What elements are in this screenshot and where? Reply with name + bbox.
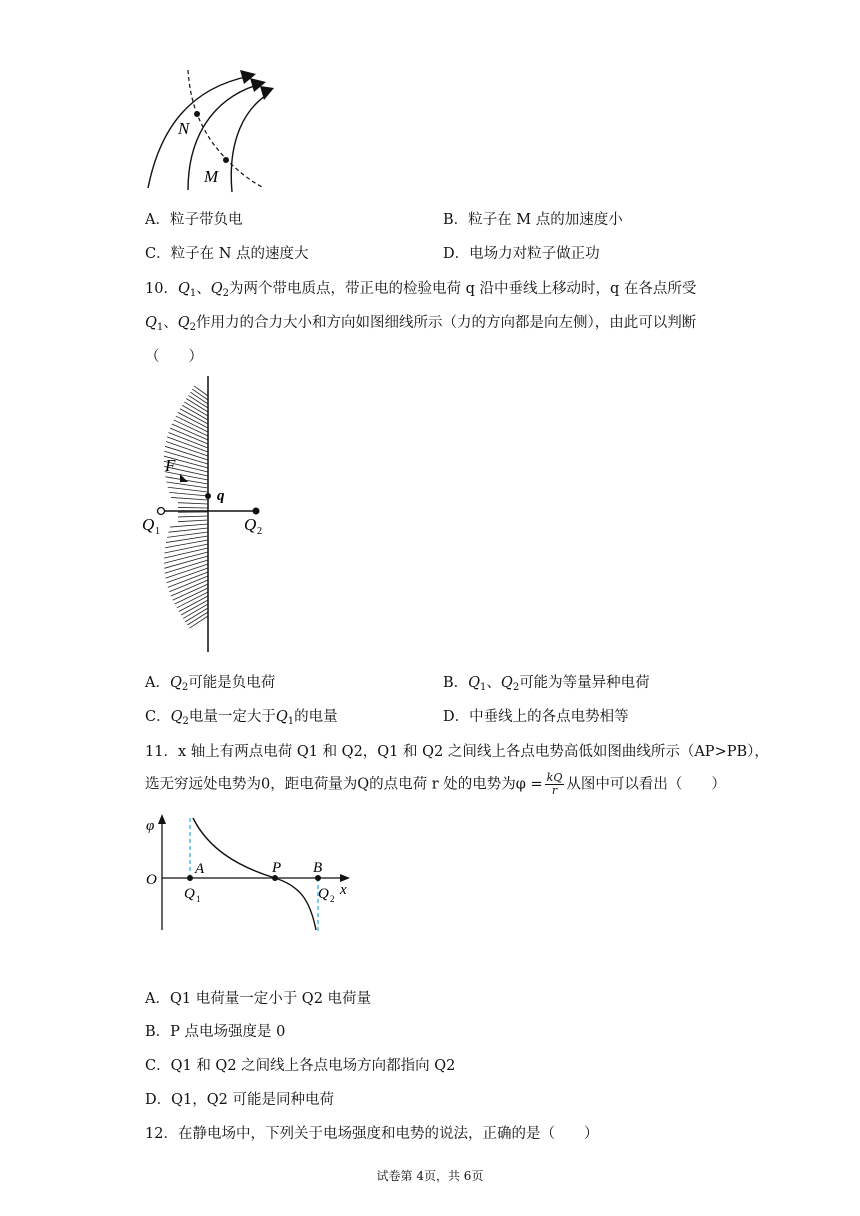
- force-line: [169, 528, 208, 532]
- point-m: [223, 157, 229, 163]
- force-line: [164, 544, 208, 553]
- force-line: [181, 600, 208, 615]
- force-line: [172, 424, 208, 440]
- field-line-middle: [188, 84, 260, 190]
- force-line: [169, 432, 208, 448]
- q10-option-a: A．$Q_2$可能是负电荷: [145, 675, 276, 693]
- point-n: [194, 111, 200, 117]
- potential-formula-fraction: $\frac{kQ}{r}$: [546, 771, 563, 797]
- page-footer: 试卷第 4页，共 6页: [376, 1169, 484, 1183]
- label-q1: Q: [184, 886, 195, 902]
- force-line: [173, 584, 208, 600]
- label-b: B: [313, 860, 323, 876]
- q11-option-a: A．Q1 电荷量一定小于 Q2 电荷量: [145, 991, 372, 1007]
- label-q1: Q: [142, 515, 155, 534]
- q10-force-figure: [140, 376, 280, 656]
- force-line: [171, 497, 208, 500]
- q10-option-b: B．$Q_1$、$Q_2$可能为等量异种电荷: [443, 675, 650, 693]
- q11-potential-graph: [140, 812, 365, 936]
- label-a: A: [195, 861, 205, 877]
- q1-charge-icon: [158, 508, 165, 515]
- force-line: [171, 580, 208, 596]
- svg-text:1: 1: [155, 526, 160, 537]
- q11-line2: 选无穷远处电势为0，距电荷量为Q的点电荷 r 处的电势为φ = $\frac{kQ}{r}$ 从图中可以看出（ ）: [145, 771, 726, 797]
- force-line: [169, 492, 208, 496]
- q2-charge-icon: [253, 508, 260, 515]
- axis-arrow-icon: [340, 874, 350, 882]
- force-line: [178, 503, 208, 504]
- force-line: [164, 548, 208, 558]
- label-phi: φ: [146, 818, 155, 834]
- q10-line1: 10．$Q_1$、$Q_2$为两个带电质点，带正电的检验电荷 q 沿中垂线上移动时，q 在各点所受: [145, 281, 697, 299]
- q11-option-d: D．Q1，Q2 可能是同种电荷: [145, 1092, 334, 1108]
- force-line: [170, 524, 208, 527]
- force-line: [178, 412, 208, 428]
- force-line: [168, 572, 208, 587]
- q11-option-c: C．Q1 和 Q2 之间线上各点电场方向都指向 Q2: [145, 1058, 456, 1074]
- label-q2: Q: [244, 515, 257, 534]
- force-line: [174, 420, 208, 436]
- q10-line2: $Q_1$、$Q_2$作用力的合力大小和方向如图细线所示（力的方向都是向左侧），由此可以判断: [145, 315, 697, 333]
- q9-option-b: B．粒子在 M 点的加速度小: [443, 212, 623, 228]
- q9-field-line-figure: [140, 68, 280, 194]
- potential-curve: [193, 818, 316, 930]
- q10-line3: （ ）: [145, 349, 203, 365]
- label-q2: Q: [318, 886, 329, 902]
- force-line: [180, 409, 208, 424]
- label-o: O: [146, 872, 157, 888]
- force-lines: [164, 386, 208, 628]
- force-line: [175, 588, 208, 604]
- q11-option-b: B．P 点电场强度是 0: [145, 1024, 286, 1040]
- q9-option-a: A．粒子带负电: [145, 212, 243, 228]
- force-line: [194, 386, 208, 396]
- force-line: [178, 520, 208, 522]
- q9-option-d: D．电场力对粒子做正功: [443, 246, 600, 262]
- force-line: [165, 540, 208, 548]
- svg-text:2: 2: [257, 526, 262, 537]
- label-n: N: [178, 119, 190, 138]
- field-line-right: [231, 94, 268, 192]
- point-a: [187, 875, 193, 881]
- force-line: [176, 416, 208, 432]
- q10-option-d: D．中垂线上的各点电势相等: [443, 709, 629, 725]
- force-line: [169, 576, 208, 592]
- force-line: [170, 428, 208, 444]
- label-p: P: [272, 860, 282, 876]
- q11-line1: 11．x 轴上有两点电荷 Q1 和 Q2，Q1 和 Q2 之间线上各点电势高低如图曲线所示（AP>PB），: [145, 744, 769, 760]
- force-line: [178, 516, 208, 517]
- force-line: [177, 592, 208, 608]
- svg-text:1: 1: [196, 894, 201, 904]
- test-charge-q-icon: [205, 493, 211, 499]
- svg-text:2: 2: [330, 894, 335, 904]
- q10-option-c: C．$Q_2$电量一定大于$Q_1$的电量: [145, 709, 338, 727]
- q12-question: 12．在静电场中，下列关于电场强度和电势的说法，正确的是（ ）: [145, 1126, 599, 1142]
- force-line: [179, 596, 208, 611]
- label-q: q: [217, 488, 225, 504]
- particle-trajectory: [188, 70, 264, 188]
- label-f: F: [165, 456, 176, 475]
- axis-arrow-icon: [158, 814, 166, 824]
- label-x: x: [340, 882, 347, 898]
- field-line-left: [148, 76, 250, 188]
- force-line: [182, 405, 208, 420]
- label-m: M: [204, 167, 219, 186]
- force-line: [178, 507, 208, 508]
- force-line: [183, 604, 208, 618]
- force-line: [168, 487, 208, 492]
- q9-option-c: C．粒子在 N 点的速度大: [145, 246, 309, 262]
